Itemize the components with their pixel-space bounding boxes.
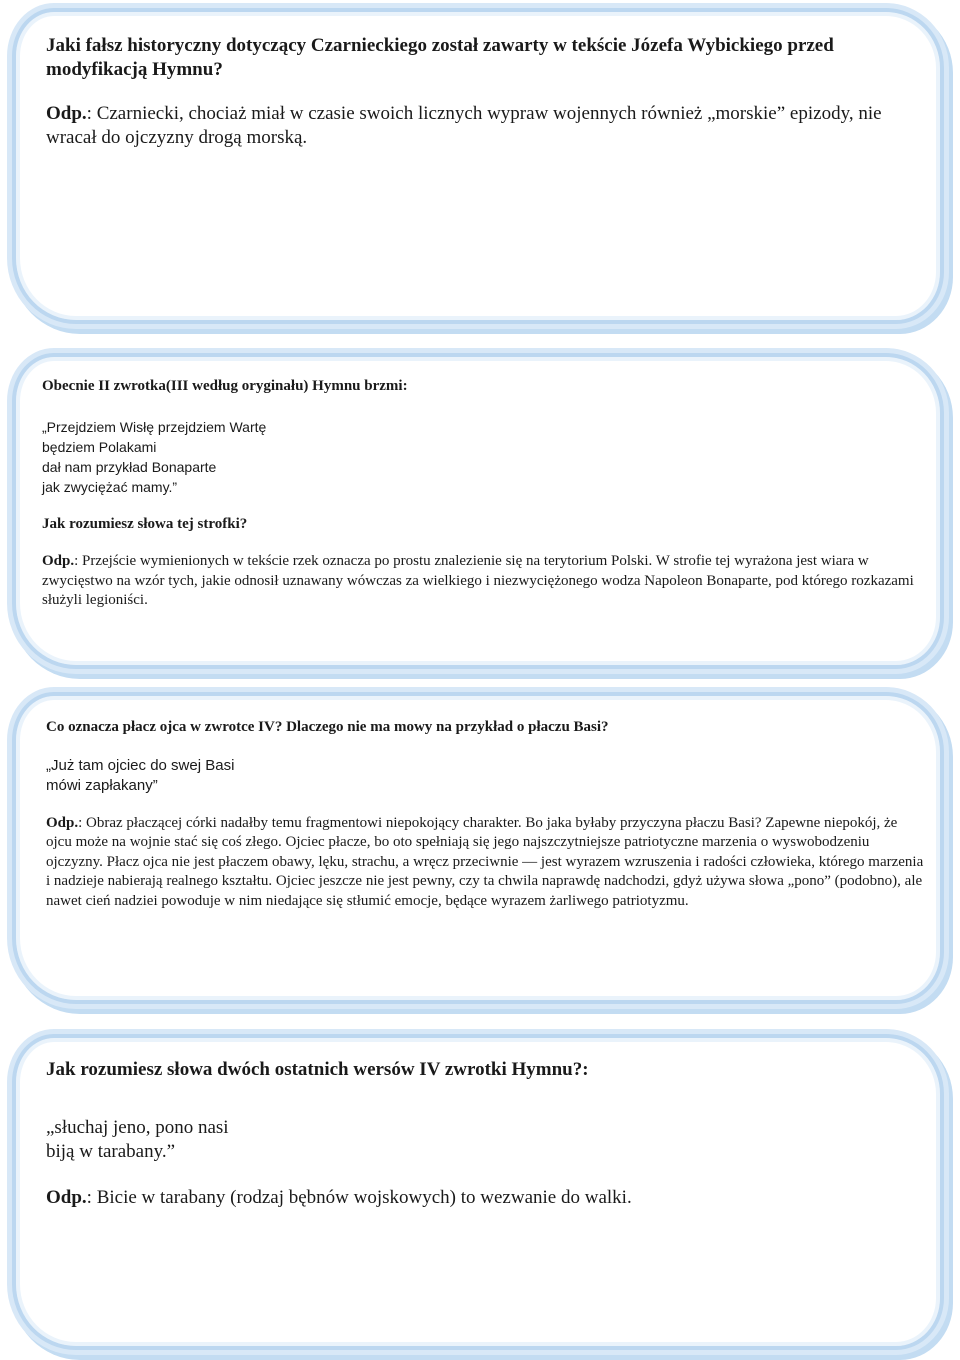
question-card-2 — [12, 353, 944, 669]
question-text: Co oznacza płacz ojca w zwrotce IV? Dlaczego nie ma mowy na przykład o płaczu Basi? — [46, 719, 609, 735]
card-content — [46, 1058, 926, 1210]
verse-block — [46, 756, 926, 796]
card-content — [42, 377, 922, 611]
verse-line: będziem Polakami — [42, 438, 157, 455]
verse-line: „Już tam ojciec do swej Basi — [46, 756, 235, 774]
question-text: Obecnie II zwrotka(III według oryginału) Hymnu brzmi: — [42, 378, 408, 394]
answer-label: Odp. — [46, 814, 79, 831]
question-text: Jaki fałsz historyczny dotyczący Czarnieckiego został zawarty w tekście Józefa Wybickiego przed modyfikacją Hymnu? — [46, 35, 834, 80]
answer-text: : Obraz płaczącej córki nadałby temu fragmentowi niepokojący charakter. Bo jaka byłaby przyczyna płaczu Basi? Zapewne niepokój, że ojcu może na wojnie stać się coś złego. Ojciec płacze, bo oto spełniają się jego najszczytniejsze patriotyczne marzenia o wyswobodzeniu ojczyzny. Płacz ojca nie jest płaczem obawy, lęku, strachu, a wręcz przeciwnie — jest wyrazem wzruszenia i radości człowieka, którego marzenia i nadzieje nabierają realnego kształtu. Ojciec jeszcze nie jest pewny, czy ta chwila naprawdę nadchodzi, gdyż używa słowa „pono” (podobno), ale nawet cień nadziei powoduje w nim niedające się stłumić emocje, będące wyrazem żarliwego patriotyzmu. — [46, 814, 924, 909]
answer-paragraph — [46, 1186, 926, 1210]
question-card-4 — [12, 1034, 944, 1350]
answer-label: Odp. — [46, 103, 87, 124]
question-card-1 — [12, 8, 944, 324]
verse-line: „słuchaj jeno, pono nasi — [46, 1117, 229, 1138]
verse-block — [42, 417, 922, 497]
answer-text: : Przejście wymienionych w tekście rzek oznacza po prostu znalezienie się na terytorium Polski. W strofie tej wyrażona jest wiara w zwycięstwo na wzór tych, jakie odnosił uznawany wówczas za wielkiego i niezwyciężonego wodza Napoleon Bonaparte, pod którego rozkazami służyli legioniści. — [42, 553, 914, 608]
verse-line: biją w tarabany.” — [46, 1141, 176, 1162]
answer-label: Odp. — [46, 1187, 87, 1208]
card-content — [46, 718, 926, 911]
verse-line: dał nam przykład Bonaparte — [42, 458, 217, 475]
answer-paragraph — [46, 814, 926, 912]
answer-text: : Czarniecki, chociaż miał w czasie swoich licznych wypraw wojennych również „morskie” epizody, nie wracał do ojczyzny drogą morską. — [46, 103, 882, 148]
verse-line: mówi zapłakany” — [46, 776, 158, 794]
answer-paragraph — [42, 552, 922, 611]
verse-line: jak zwyciężać mamy.” — [42, 478, 178, 495]
answer-label: Odp. — [42, 553, 75, 569]
verse-block — [46, 1116, 926, 1164]
question-card-3 — [12, 692, 944, 1004]
card-content — [46, 34, 916, 150]
question-text-secondary: Jak rozumiesz słowa tej strofki? — [42, 515, 248, 532]
question-text: Jak rozumiesz słowa dwóch ostatnich wersów IV zwrotki Hymnu?: — [46, 1059, 589, 1080]
verse-line: „Przejdziem Wisłę przejdziem Wartę — [42, 418, 267, 435]
answer-paragraph — [46, 102, 916, 150]
answer-text: : Bicie w tarabany (rodzaj bębnów wojskowych) to wezwanie do walki. — [86, 1187, 632, 1208]
